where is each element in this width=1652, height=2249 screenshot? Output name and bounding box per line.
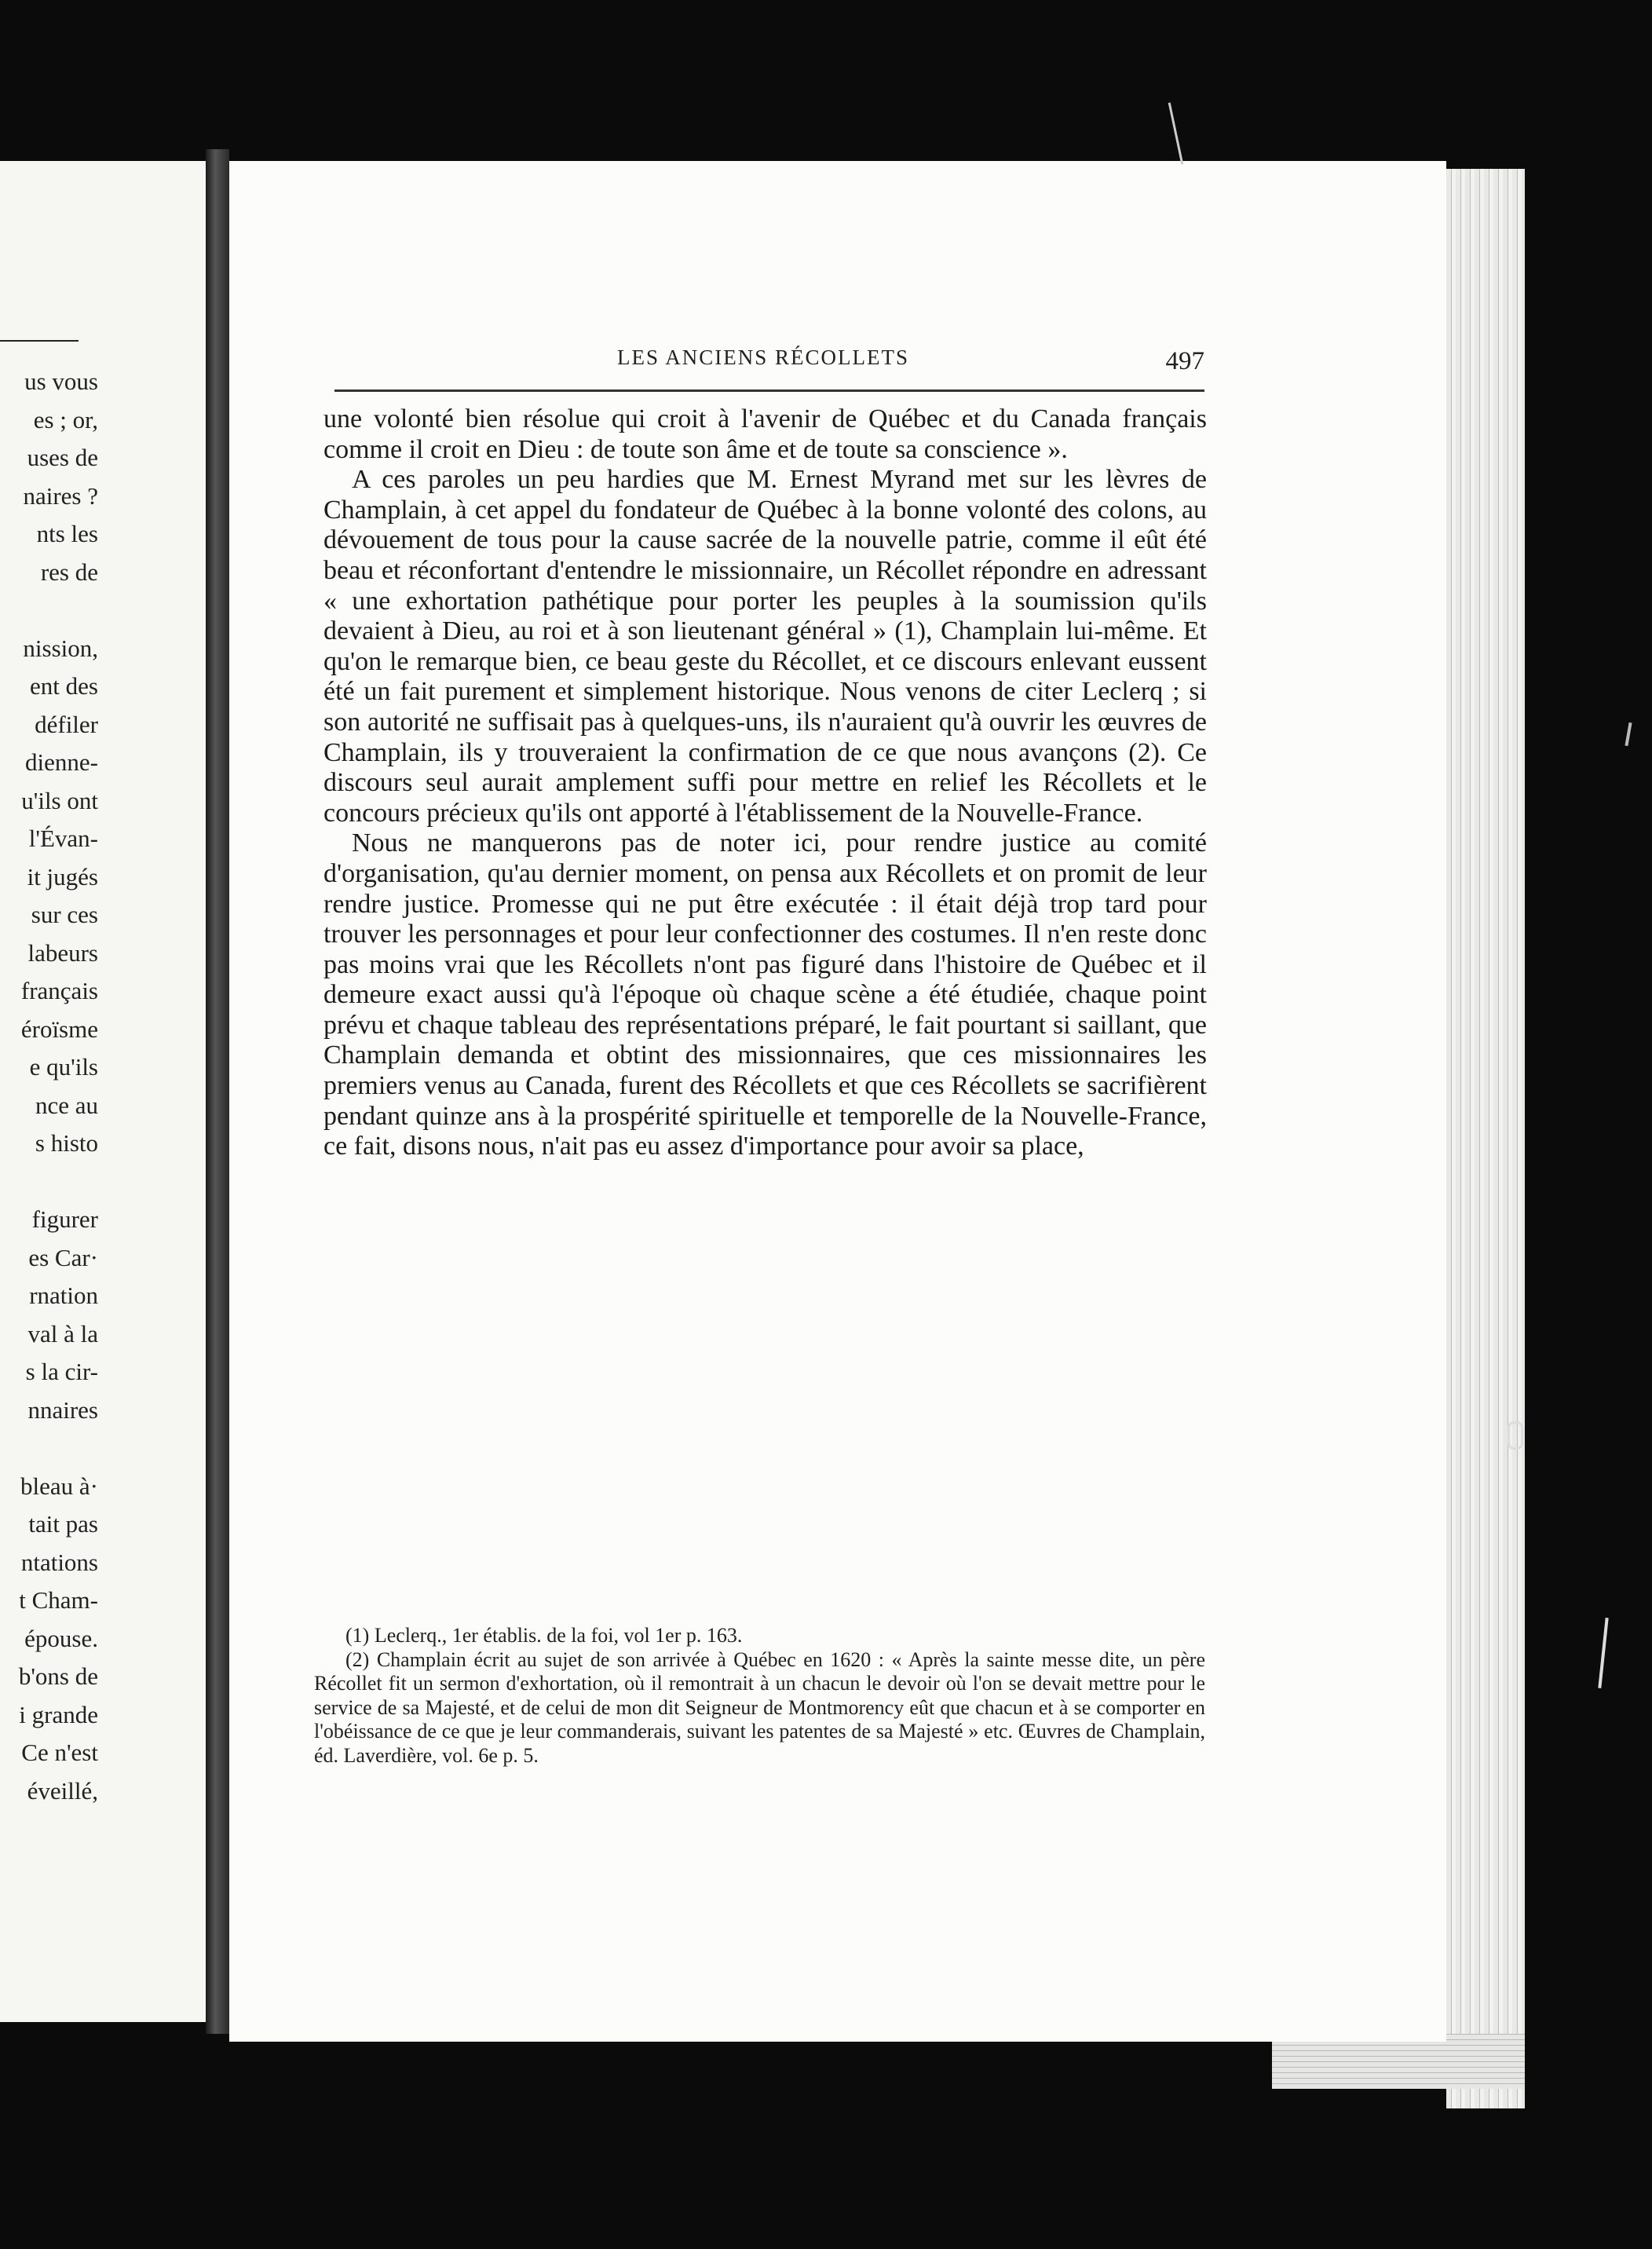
- left-page-line: s histo: [35, 1129, 98, 1157]
- left-page-line: Ce n'est: [21, 1739, 98, 1766]
- paragraph-organisation-committee: Nous ne manquerons pas de noter ici, pour rendre justice au comité d'organisation, qu'au dernier moment, on pensa aux Récollets et on promit de leur rendre justice. Promesse qui ne put être exécutée : il était déjà trop tard pour trouver les personnages et pour leur confectionner des costumes. Il n'en reste donc pas moins vrai que les Récollets n'ont pas figuré dans l'histoire de Québec et il demeure exact aussi qu'à l'époque où chaque scène a été étudiée, chaque point prévu et chaque tableau des représentations préparé, le fait pourtant si saillant, que Champlain demanda et obtint des missionnaires, que ces missionnaires les premiers venus au Canada, furent des Récollets et que ces Récollets se sacrifièrent pendant quinze ans à la prospérité spirituelle et temporelle de la Nouvelle-France, ce fait, disons nous, n'ait pas eu assez d'importance pour avoir sa place,: [323, 828, 1207, 1161]
- scan-mark: [1168, 103, 1184, 165]
- left-page-line: français: [20, 977, 98, 1004]
- left-page-rule: [0, 340, 79, 342]
- running-title: LES ANCIENS RÉCOLLETS: [617, 346, 910, 369]
- left-page-line: éroïsme: [20, 1015, 98, 1043]
- left-page-line: s la cir-: [25, 1358, 98, 1385]
- left-page-line: es ; or,: [33, 405, 98, 433]
- left-page-line: us vous: [24, 368, 98, 395]
- scan-mark: [1508, 1421, 1523, 1450]
- left-page-line: u'ils ont: [21, 786, 98, 814]
- left-page-line: es Car·: [28, 1243, 98, 1271]
- left-page-line: épouse.: [24, 1624, 98, 1652]
- left-page-line: ent des: [30, 672, 98, 700]
- left-page-line: val à la: [27, 1319, 98, 1348]
- left-page-line: sur ces: [31, 901, 98, 928]
- left-page-line: naires ?: [23, 481, 98, 510]
- left-page-line: l'Évan-: [28, 825, 98, 852]
- left-page-line: labeurs: [27, 938, 98, 967]
- footnote-2: (2) Champlain écrit au sujet de son arrivée à Québec en 1620 : « Après la sainte messe dite, un père Récollet fit un sermon d'exhortation, où il remontrait à un chacun le devoir où l'on se devait mettre pour le service de sa Majesté, et de celui de mon dit Seigneur de Montmorency eût que chacun et à se comporter en l'obéissance de ce que je leur commanderais, suivant les patentes de sa Majesté » etc. Œuvres de Champlain, éd. Laverdière, vol. 6e p. 5.: [314, 1647, 1205, 1767]
- left-page-line: uses de: [27, 444, 98, 471]
- page-edges: [1446, 169, 1525, 2108]
- page-edges-bottom: [1272, 2034, 1525, 2089]
- left-page-line: nnaires: [27, 1395, 98, 1424]
- body-text: [323, 404, 1207, 1162]
- scan-mark: [1625, 722, 1632, 746]
- left-page-line: it jugés: [27, 862, 98, 890]
- left-page-line: figurer: [31, 1205, 98, 1233]
- book-gutter: [206, 149, 229, 2034]
- footnote-1: (1) Leclerq., 1er établis. de la foi, vol 1er p. 163.: [345, 1624, 743, 1647]
- left-page-line: rnation: [29, 1282, 98, 1309]
- left-page-line: nce au: [35, 1091, 98, 1119]
- left-page-line: nts les: [36, 520, 98, 547]
- left-page-line: t Cham-: [19, 1586, 98, 1614]
- running-head: [334, 346, 1204, 392]
- left-page-line: dienne-: [25, 748, 98, 776]
- paragraph-champlain-appeal: A ces paroles un peu hardies que M. Ernest Myrand met sur les lèvres de Champlain, à cet appel du fondateur de Québec à la bonne volonté des colons, au dévouement de tous pour la cause sacrée de la nouvelle patrie, comme il eût été beau et réconfortant d'entendre le missionnaire, un Récollet répondre en adressant « une exhortation pathétique pour porter les peuples à la soumission qu'ils devaient à Dieu, au roi et à son lieutenant général » (1), Champlain lui-même. Et qu'on le remarque bien, ce beau geste du Récollet, et ce discours enlevant eussent été un fait purement et simplement historique. Nous venons de citer Leclerq ; si son autorité ne suffisait pas à quelques-uns, ils n'auraient qu'à ouvrir les œuvres de Champlain, ils y trouveraient la confirmation de ce que nous avançons (2). Ce discours seul aurait amplement suffi pour mettre en relief les Récollets et le concours précieux qu'ils ont apporté à l'établissement de la Nouvelle-France.: [323, 465, 1207, 828]
- left-page-line: b'ons de: [18, 1662, 98, 1690]
- left-page-line: bleau à·: [20, 1472, 98, 1500]
- left-page: [0, 161, 206, 2022]
- left-page-line: défiler: [35, 710, 98, 738]
- left-page-line: nission,: [23, 634, 98, 662]
- left-page-line: e qu'ils: [29, 1053, 98, 1081]
- left-page-line: éveillé,: [27, 1776, 98, 1805]
- footnotes: [314, 1624, 1205, 1768]
- left-page-line: res de: [40, 558, 98, 586]
- left-page-line: tait pas: [28, 1510, 98, 1538]
- paragraph-continuation: une volonté bien résolue qui croit à l'avenir de Québec et du Canada français comme il croit en Dieu : de toute son âme et de toute sa conscience ».: [323, 404, 1207, 464]
- left-page-line: i grande: [19, 1700, 98, 1728]
- page-number: 497: [1165, 347, 1204, 375]
- scan-mark: [1598, 1618, 1608, 1688]
- left-page-line: ntations: [20, 1548, 98, 1576]
